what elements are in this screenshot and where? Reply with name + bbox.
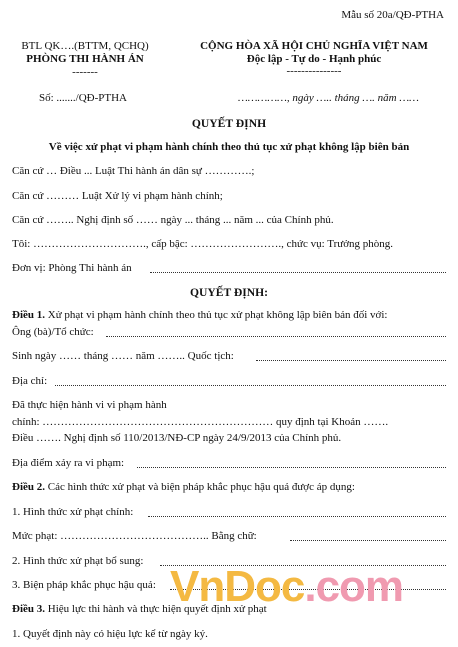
- unit-label: Đơn vị: Phòng Thi hành án: [12, 262, 132, 274]
- nation-line1: CỘNG HÒA XÃ HỘI CHỦ NGHĨA VIỆT NAM: [200, 40, 428, 52]
- document-subtitle: Về việc xử phạt vi phạm hành chính theo thủ tục xử phạt không lập biên bản: [48, 141, 410, 153]
- watermark-part2: .com: [304, 562, 404, 611]
- watermark-logo: [170, 562, 404, 611]
- article2-text: Các hình thức xử phạt và biện pháp khắc phục hậu quả được áp dụng:: [45, 481, 355, 493]
- address-dotted-line: [55, 385, 446, 386]
- decision-heading: QUYẾT ĐỊNH:: [189, 286, 269, 299]
- doc-number: Số: ......./QĐ-PTHA: [39, 92, 128, 104]
- violation-line1: Đã thực hiện hành vi vi phạm hành: [12, 399, 167, 411]
- article3-item1: 1. Quyết định này có hiệu lực kể từ ngày ký.: [12, 628, 208, 640]
- main-penalty-label: 1. Hình thức xử phạt chính:: [12, 506, 134, 518]
- article1-line: [12, 309, 388, 321]
- main-penalty-dotted-line: [148, 516, 446, 517]
- violation-line3: Điều ……. Nghị định số 110/2013/NĐ-CP ngày 24/9/2013 của Chính phủ.: [12, 432, 342, 444]
- person-label: Ông (bà)/Tổ chức:: [12, 326, 94, 338]
- legal-basis-2: Căn cứ ……… Luật Xử lý vi phạm hành chính;: [12, 190, 223, 202]
- birth-label: Sinh ngày …… tháng …… năm …….. Quốc tịch:: [12, 350, 234, 362]
- org-line2: PHÒNG THI HÀNH ÁN: [26, 53, 144, 65]
- form-code: Mẫu số 20a/QĐ-PTHA: [341, 9, 444, 21]
- article2-label: Điều 2.: [12, 481, 45, 493]
- article3-label: Điều 3.: [12, 603, 45, 615]
- legal-basis-4: Tôi: …………………………., cấp bậc: ……………………., chức vụ: Trưởng phòng.: [12, 238, 394, 250]
- address-label: Địa chỉ:: [12, 375, 48, 387]
- nationality-dotted-line: [256, 360, 446, 361]
- org-dash: -------: [72, 66, 98, 78]
- extra-penalty-label: 2. Hình thức xử phạt bổ sung:: [12, 555, 144, 567]
- person-dotted-line: [106, 336, 446, 337]
- fine-label: Mức phạt: ………………………………….. Bằng chữ:: [12, 530, 257, 542]
- unit-dotted-line: [150, 272, 446, 273]
- article1-label: Điều 1.: [12, 309, 45, 321]
- article3-text: Hiệu lực thi hành và thực hiện quyết định xử phạt: [45, 603, 267, 615]
- org-line1: BTL QK….(BTTM, QCHQ): [21, 40, 149, 52]
- location-label: Địa điểm xảy ra vi phạm:: [12, 457, 125, 469]
- location-dotted-line: [137, 467, 446, 468]
- fine-words-dotted-line: [290, 540, 446, 541]
- nation-line2: Độc lập - Tự do - Hạnh phúc: [246, 53, 382, 65]
- watermark-part1: VnDoc: [170, 562, 305, 611]
- legal-basis-3: Căn cứ …….. Nghị định số …… ngày ... tháng ... năm ... của Chính phủ.: [12, 214, 334, 226]
- date-line: ……………, ngày ….. tháng …. năm ……: [238, 92, 419, 104]
- nation-dash: ---------------: [286, 65, 342, 77]
- article1-text: Xử phạt vi phạm hành chính theo thủ tục xử phạt không lập biên bản đối với:: [45, 309, 388, 321]
- article2-line: [12, 481, 355, 493]
- legal-basis-1: Căn cứ … Điều ... Luật Thi hành án dân sự ………….;: [12, 165, 255, 177]
- remedy-label: 3. Biện pháp khắc phục hậu quả:: [12, 579, 156, 591]
- document-title: QUYẾT ĐỊNH: [191, 117, 267, 130]
- violation-line2: chính: ……………………………………………………… quy định tại Khoản …….: [12, 416, 389, 428]
